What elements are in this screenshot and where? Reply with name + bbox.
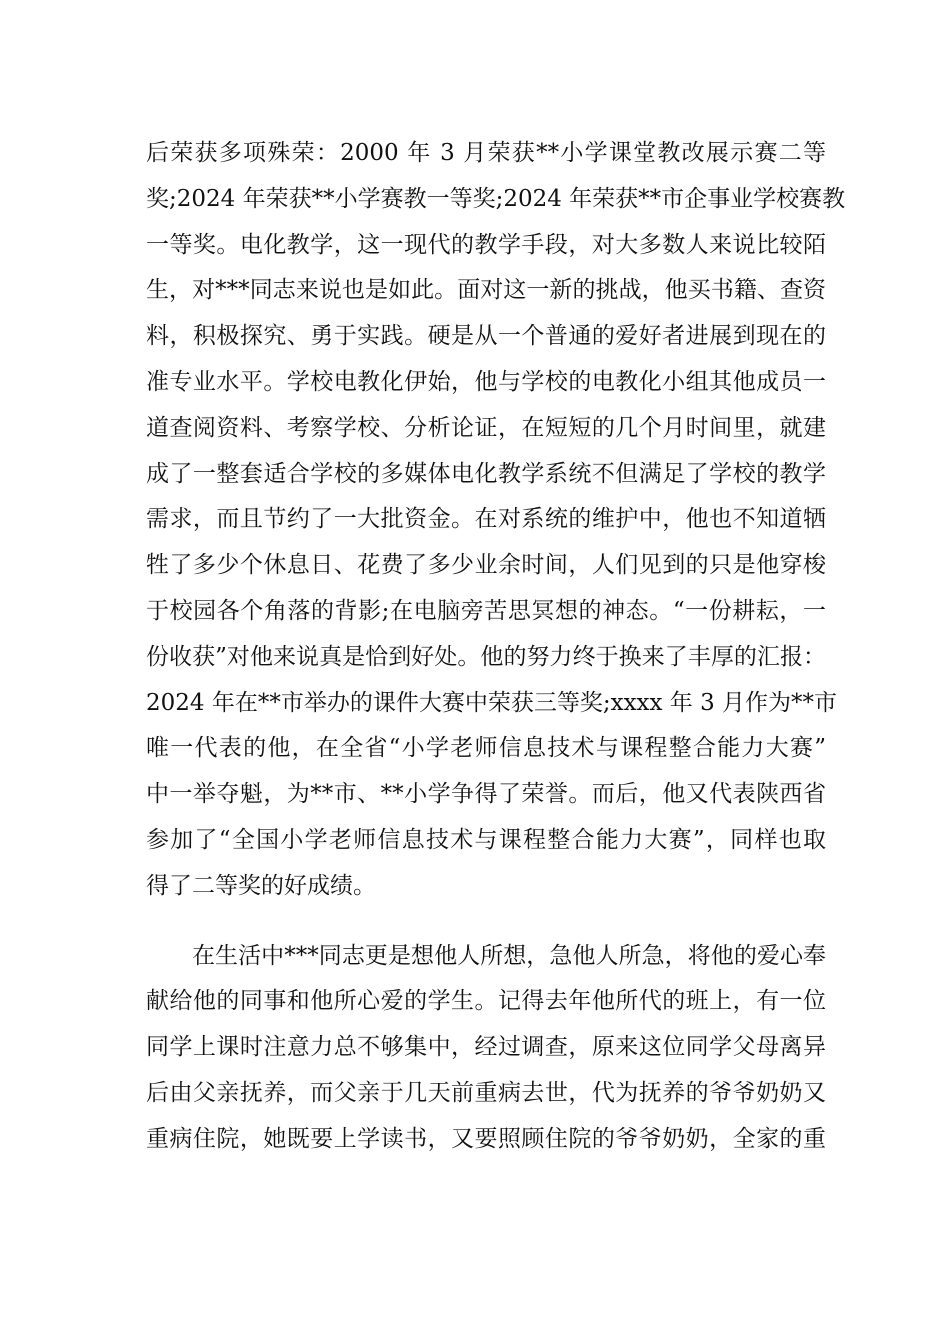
text-line: 准专业水平。学校电教化伊始，他与学校的电教化小组其他成员一 [146, 368, 826, 395]
paragraph-1 [146, 131, 846, 910]
text-line: 料，积极探究、勇于实践。硬是从一个普通的爱好者进展到现在的 [146, 323, 826, 350]
text-line: 中一举夺魁，为**市、**小学争得了荣誉。而后，他又代表陕西省 [146, 781, 826, 808]
text-line: 后荣获多项殊荣：2000 年 3 月荣获**小学课堂教改展示赛二等 [146, 140, 826, 166]
text-line: 于校园各个角落的背影;在电脑旁苦思冥想的神态。“一份耕耘，一 [146, 597, 826, 624]
text-line: 重病住院，她既要上学读书，又要照顾住院的爷爷奶奶，全家的重 [146, 1125, 826, 1152]
text-line: 成了一整套适合学校的多媒体电化教学系统不但满足了学校的教学 [146, 460, 826, 487]
body-text [146, 131, 846, 1163]
text-line: 献给他的同事和他所心爱的学生。记得去年他所代的班上，有一位 [146, 988, 826, 1015]
text-line: 唯一代表的他，在全省“小学老师信息技术与课程整合能力大赛” [146, 735, 826, 762]
text-line: 同学上课时注意力总不够集中，经过调查，原来这位同学父母离异 [146, 1034, 826, 1061]
text-line: 需求，而且节约了一大批资金。在对系统的维护中，他也不知道牺 [146, 506, 826, 533]
text-line: 牲了多少个休息日、花费了多少业余时间，人们见到的只是他穿梭 [146, 552, 826, 579]
text-line: 后由父亲抚养，而父亲于几天前重病去世，代为抚养的爷爷奶奶又 [146, 1079, 826, 1106]
paragraph-spacing [146, 910, 826, 934]
text-line: 得了二等奖的好成绩。 [146, 872, 376, 899]
text-line: 参加了“全国小学老师信息技术与课程整合能力大赛”，同样也取 [146, 826, 826, 853]
text-line: 奖;2024 年荣获**小学赛教一等奖;2024 年荣获**市企事业学校赛教 [146, 185, 846, 212]
text-line: 2024 年在**市举办的课件大赛中荣获三等奖;xxxx 年 3 月作为**市 [146, 689, 838, 716]
text-line: 道查阅资料、考察学校、分析论证，在短短的几个月时间里，就建 [146, 414, 826, 441]
text-line: 生，对***同志来说也是如此。面对这一新的挑战，他买书籍、查资 [146, 277, 826, 304]
paragraph-2 [146, 934, 826, 1163]
text-line: 在生活中***同志更是想他人所想，急他人所急，将他的爱心奉 [192, 942, 826, 969]
text-line: 一等奖。电化教学，这一现代的教学手段，对大多数人来说比较陌 [146, 231, 826, 258]
text-line: 份收获”对他来说真是恰到好处。他的努力终于换来了丰厚的汇报： [146, 643, 826, 670]
